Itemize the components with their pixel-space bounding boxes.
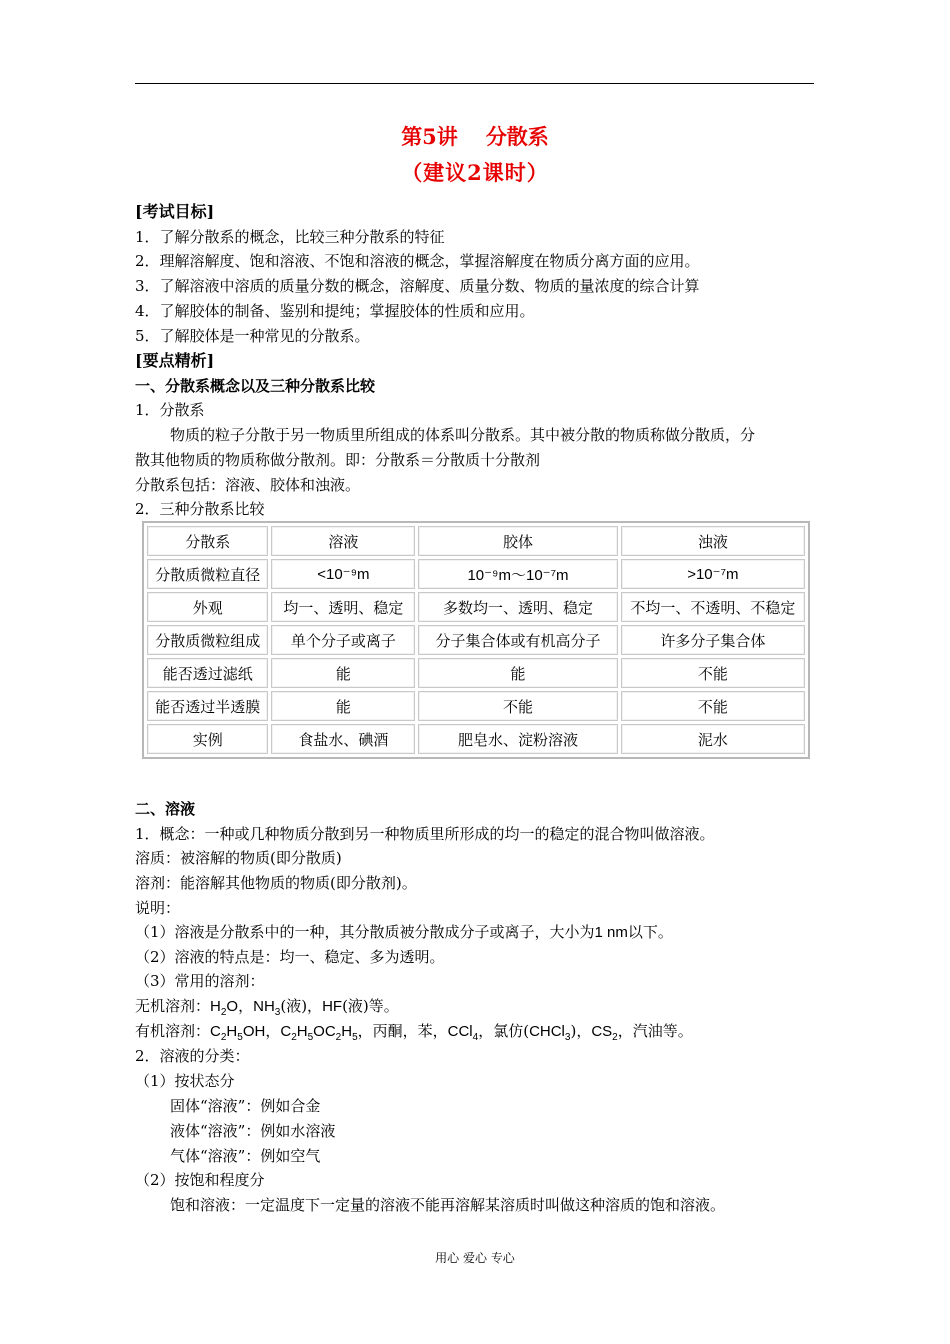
header-rule bbox=[135, 83, 814, 84]
note-item: （2）溶液的特点是：均一、稳定、多为透明。 bbox=[135, 948, 445, 966]
table-cell: 泥水 bbox=[621, 724, 805, 754]
lecture-title bbox=[0, 123, 950, 151]
table-header-cell: 分散系 bbox=[147, 526, 268, 556]
goal-item: 3．了解溶液中溶质的质量分数的概念，溶解度、质量分数、物质的量浓度的综合计算 bbox=[135, 277, 700, 295]
note-item bbox=[135, 920, 673, 945]
table-cell: 不能 bbox=[621, 691, 805, 721]
goal-item: 1．了解分散系的概念，比较三种分散系的特征 bbox=[135, 228, 445, 246]
table-cell: 10⁻⁹m～10⁻⁷m bbox=[418, 559, 617, 589]
paragraph-line: 散其他物质的物质称做分散剂。即：分散系＝分散质十分散剂 bbox=[135, 451, 541, 469]
classify-heading: 2．溶液的分类： bbox=[135, 1047, 250, 1065]
note-label: 说明： bbox=[135, 899, 181, 917]
concept-line: 1．概念：一种或几种物质分散到另一种物质里所形成的均一的稳定的混合物叫做溶液。 bbox=[135, 825, 715, 843]
table-cell: 能 bbox=[271, 691, 415, 721]
inorganic-label: 无机溶剂： bbox=[135, 997, 211, 1015]
table-row bbox=[147, 724, 805, 754]
paragraph: 分散系包括：溶液、胶体和浊液。 bbox=[135, 476, 361, 494]
goal-item: 4．了解胶体的制备、鉴别和提纯；掌握胶体的性质和应用。 bbox=[135, 302, 535, 320]
row-label: 能否透过滤纸 bbox=[147, 658, 268, 688]
solvent-line: 溶剂：能溶解其他物质的物质(即分散剂)。 bbox=[135, 874, 417, 892]
formula-nh3: $NH_3$ bbox=[253, 998, 281, 1018]
lecture-subtitle: （建议2课时） bbox=[401, 160, 549, 185]
lecture-topic: 分散系 bbox=[485, 124, 549, 149]
classify-sub-item: 固体“溶液”：例如合金 bbox=[170, 1097, 321, 1115]
organic-chloroform: ，氯仿( bbox=[478, 1022, 530, 1040]
table-cell: 多数均一、透明、稳定 bbox=[418, 592, 617, 622]
table-row bbox=[147, 559, 805, 589]
row-label: 分散质微粒组成 bbox=[147, 625, 268, 655]
table-header-cell: 溶液 bbox=[271, 526, 415, 556]
organic-solvents-line: 有机溶剂：$C_2H_5OH$，$C_2H_5OC_2H_5$，丙酮，苯，CCl$_4$，氯仿(CHCl$_3$)，$CS_2$，汽油等。 bbox=[135, 1022, 693, 1043]
table-row bbox=[147, 592, 805, 622]
comparison-table bbox=[142, 521, 810, 759]
organic-mid: ，丙酮，苯， bbox=[357, 1022, 448, 1040]
classify-item: （1）按状态分 bbox=[135, 1072, 235, 1090]
formula-chcl3: CHCl$_3$ bbox=[529, 1023, 571, 1043]
goals-heading: [考试目标] bbox=[135, 202, 215, 221]
paragraph-line: 物质的粒子分散于另一物质里所组成的体系叫分散系。其中被分散的物质称做分散质，分 bbox=[170, 426, 756, 444]
note-text: 以下。 bbox=[627, 923, 673, 941]
formula-cs2: $CS_2$ bbox=[591, 1023, 618, 1043]
table-header-cell: 胶体 bbox=[418, 526, 617, 556]
lecture-number: 第5讲 bbox=[401, 124, 458, 149]
table-row bbox=[147, 691, 805, 721]
table-cell: 单个分子或离子 bbox=[271, 625, 415, 655]
subsection-title: 1．分散系 bbox=[135, 401, 205, 419]
formula-ether: $C_2H_5OC_2H_5$ bbox=[280, 1023, 358, 1043]
table-header-cell: 浊液 bbox=[621, 526, 805, 556]
inorganic-solvents-line: 无机溶剂：$H_2O$，$NH_3$(液)，HF(液)等。 bbox=[135, 997, 399, 1018]
formula-ccl4: CCl$_4$ bbox=[447, 1023, 479, 1043]
table-cell: >10⁻⁷m bbox=[621, 559, 805, 589]
row-label: 外观 bbox=[147, 592, 268, 622]
note-text: （1）溶液是分散系中的一种，其分散质被分散成分子或离子，大小为 bbox=[135, 923, 595, 941]
table-cell: 能 bbox=[418, 658, 617, 688]
solute-line: 溶质：被溶解的物质(即分散质) bbox=[135, 849, 342, 867]
table-row bbox=[147, 658, 805, 688]
organic-label: 有机溶剂： bbox=[135, 1022, 211, 1040]
note-value: 1 nm bbox=[594, 924, 628, 941]
goal-item: 2．理解溶解度、饱和溶液、不饱和溶液的概念，掌握溶解度在物质分离方面的应用。 bbox=[135, 252, 700, 270]
table-cell: 许多分子集合体 bbox=[621, 625, 805, 655]
section2-title: 二、溶液 bbox=[135, 800, 196, 818]
table-cell: <10⁻⁹m bbox=[271, 559, 415, 589]
table-header-row bbox=[147, 526, 805, 556]
subsection-title: 2．三种分散系比较 bbox=[135, 500, 265, 518]
organic-tail: ，汽油等。 bbox=[617, 1022, 693, 1040]
page-footer: 用心 爱心 专心 bbox=[435, 1251, 515, 1265]
classify-sub-item: 气体“溶液”：例如空气 bbox=[170, 1147, 321, 1165]
goal-item: 5．了解胶体是一种常见的分散系。 bbox=[135, 327, 370, 345]
table-cell: 能 bbox=[271, 658, 415, 688]
note-item: （3）常用的溶剂： bbox=[135, 972, 265, 990]
row-label: 实例 bbox=[147, 724, 268, 754]
table-cell: 食盐水、碘酒 bbox=[271, 724, 415, 754]
classify-sub-item: 液体“溶液”：例如水溶液 bbox=[170, 1122, 336, 1140]
table-row bbox=[147, 625, 805, 655]
table-cell: 均一、透明、稳定 bbox=[271, 592, 415, 622]
table-cell: 分子集合体或有机高分子 bbox=[418, 625, 617, 655]
section1-title: 一、分散系概念以及三种分散系比较 bbox=[135, 377, 376, 395]
formula-ethanol: $C_2H_5OH$ bbox=[210, 1023, 266, 1043]
row-label: 分散质微粒直径 bbox=[147, 559, 268, 589]
analysis-heading: [要点精析] bbox=[135, 351, 215, 370]
table-cell: 不均一、不透明、不稳定 bbox=[621, 592, 805, 622]
table-cell: 肥皂水、淀粉溶液 bbox=[418, 724, 617, 754]
inorganic-tail: 等。 bbox=[368, 997, 399, 1015]
classify-sub-item: 饱和溶液：一定温度下一定量的溶液不能再溶解某溶质时叫做这种溶质的饱和溶液。 bbox=[170, 1196, 726, 1214]
formula-h2o: $H_2O$ bbox=[210, 998, 239, 1018]
classify-item: （2）按饱和程度分 bbox=[135, 1171, 265, 1189]
table-cell: 不能 bbox=[621, 658, 805, 688]
formula-hf: HF bbox=[322, 998, 343, 1015]
row-label: 能否透过半透膜 bbox=[147, 691, 268, 721]
table-cell: 不能 bbox=[418, 691, 617, 721]
